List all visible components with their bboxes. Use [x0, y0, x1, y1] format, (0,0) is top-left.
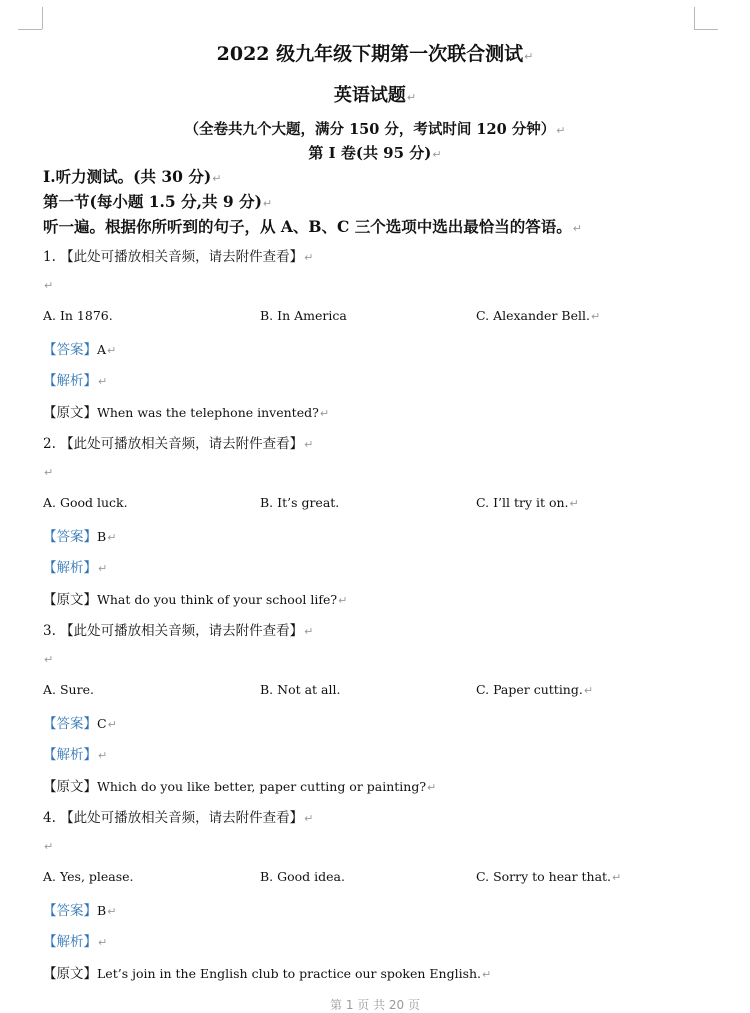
original-label: 【原文】	[43, 592, 97, 608]
question-prompt-text: 2. 【此处可播放相关音频，请去附件查看】	[43, 436, 304, 452]
option-b-text: B. Good idea.	[260, 869, 345, 884]
option-a	[43, 869, 134, 884]
section-heading	[43, 165, 221, 187]
question-prompt-text: 3. 【此处可播放相关音频，请去附件查看】	[43, 623, 304, 639]
question-prompt	[43, 432, 313, 452]
paragraph-mark-icon: ↵	[524, 50, 534, 63]
answer-value: C	[97, 716, 107, 731]
subject-title-text: 英语试题	[333, 85, 406, 106]
section-subheading-text: 第一节(每小题 1.5 分,共 9 分)	[43, 192, 262, 211]
part-title	[0, 142, 750, 163]
empty-paragraph	[43, 839, 53, 853]
paragraph-mark-icon: ↵	[406, 91, 417, 104]
option-b-text: B. It’s great.	[260, 495, 340, 510]
paragraph-mark-icon: ↵	[556, 124, 566, 137]
paragraph-mark-icon: ↵	[107, 531, 117, 544]
option-c	[476, 308, 600, 323]
paragraph-mark-icon: ↵	[304, 251, 314, 264]
original-label: 【原文】	[43, 405, 97, 421]
paragraph-mark-icon: ↵	[107, 905, 117, 918]
analysis-line	[43, 369, 107, 389]
option-a-text: A. Yes, please.	[43, 869, 134, 884]
question-prompt	[43, 619, 313, 639]
answer-label: 【答案】	[43, 903, 97, 919]
option-c-text: C. Sorry to hear that.	[476, 869, 612, 884]
original-text: What do you think of your school life?	[97, 592, 338, 607]
empty-paragraph	[43, 278, 53, 292]
paragraph-mark-icon: ↵	[107, 344, 117, 357]
analysis-line	[43, 930, 107, 950]
analysis-label: 【解析】	[43, 560, 97, 576]
paragraph-mark-icon: ↵	[304, 438, 314, 451]
crop-mark-top-right-h	[694, 29, 718, 30]
option-a-text: A. In 1876.	[43, 308, 113, 323]
option-a-text: A. Sure.	[43, 682, 94, 697]
paragraph-mark-icon: ↵	[612, 871, 622, 884]
paragraph-mark-icon: ↵	[98, 749, 108, 762]
paragraph-mark-icon: ↵	[98, 562, 108, 575]
option-c	[476, 682, 593, 697]
option-a-text: A. Good luck.	[43, 495, 128, 510]
option-b-text: B. Not at all.	[260, 682, 341, 697]
question-prompt-text: 4. 【此处可播放相关音频，请去附件查看】	[43, 810, 304, 826]
answer-value: B	[97, 903, 107, 918]
original-line	[43, 962, 491, 982]
paragraph-mark-icon: ↵	[569, 497, 579, 510]
paragraph-mark-icon: ↵	[304, 625, 314, 638]
analysis-line	[43, 743, 107, 763]
paragraph-mark-icon: ↵	[590, 310, 601, 323]
answer-value: A	[97, 342, 107, 357]
answer-line	[43, 525, 116, 545]
paragraph-mark-icon: ↵	[262, 197, 273, 210]
original-line	[43, 588, 347, 608]
original-line	[43, 775, 436, 795]
option-a	[43, 682, 94, 697]
crop-mark-top-left-v	[42, 7, 43, 29]
question-prompt	[43, 245, 313, 265]
original-text: Let’s join in the English club to practice our spoken English.	[97, 966, 482, 981]
page-footer: 第 1 页 共 20 页	[330, 998, 420, 1012]
part-title-text: 第 I 卷(共 95 分)	[308, 144, 432, 162]
option-c-text: C. I’ll try it on.	[476, 495, 569, 510]
paragraph-mark-icon: ↵	[432, 148, 442, 161]
paragraph-mark-icon: ↵	[304, 812, 314, 825]
answer-line	[43, 899, 116, 919]
option-b	[260, 308, 347, 323]
answer-line	[43, 712, 117, 732]
option-b	[260, 682, 340, 697]
option-c	[476, 495, 579, 510]
option-a	[43, 495, 128, 510]
section-instruction	[43, 215, 582, 237]
paragraph-mark-icon: ↵	[212, 172, 222, 185]
answer-label: 【答案】	[43, 342, 97, 358]
paragraph-mark-icon: ↵	[44, 840, 54, 853]
paragraph-mark-icon: ↵	[98, 936, 108, 949]
answer-line	[43, 338, 116, 358]
original-text: When was the telephone invented?	[97, 405, 319, 420]
crop-mark-top-right-v	[694, 7, 695, 29]
page-title-text: 2022 级九年级下期第一次联合测试	[216, 43, 524, 65]
exam-note-text: （全卷共九个大题，满分 150 分，考试时间 120 分钟）	[184, 121, 556, 138]
empty-paragraph	[43, 465, 53, 479]
subject-title	[0, 81, 750, 107]
answer-label: 【答案】	[43, 529, 97, 545]
section-instruction-text: 听一遍。根据你所听到的句子，从 A、B、C 三个选项中选出最恰当的答语。	[43, 217, 572, 236]
option-b-text: B. In America	[260, 308, 347, 323]
analysis-label: 【解析】	[43, 747, 97, 763]
paragraph-mark-icon: ↵	[338, 594, 348, 607]
analysis-label: 【解析】	[43, 934, 97, 950]
original-line	[43, 401, 329, 421]
exam-note	[0, 118, 750, 139]
crop-mark-top-left-h	[18, 29, 42, 30]
answer-value: B	[97, 529, 107, 544]
option-c-text: C. Paper cutting.	[476, 682, 583, 697]
paragraph-mark-icon: ↵	[44, 279, 54, 292]
paragraph-mark-icon: ↵	[44, 653, 54, 666]
section-heading-text: I.听力测试。(共 30 分)	[43, 167, 212, 186]
section-subheading	[43, 190, 272, 212]
original-text: Which do you like better, paper cutting or painting?	[97, 779, 427, 794]
paragraph-mark-icon: ↵	[319, 407, 330, 420]
paragraph-mark-icon: ↵	[44, 466, 54, 479]
paragraph-mark-icon: ↵	[572, 222, 582, 235]
option-c	[476, 869, 621, 884]
paragraph-mark-icon: ↵	[98, 375, 108, 388]
option-b	[260, 869, 345, 884]
paragraph-mark-icon: ↵	[427, 781, 437, 794]
analysis-label: 【解析】	[43, 373, 97, 389]
paragraph-mark-icon: ↵	[107, 718, 117, 731]
question-prompt	[43, 806, 313, 826]
empty-paragraph	[43, 652, 53, 666]
original-label: 【原文】	[43, 779, 97, 795]
analysis-line	[43, 556, 107, 576]
paragraph-mark-icon: ↵	[583, 684, 594, 697]
option-a	[43, 308, 113, 323]
original-label: 【原文】	[43, 966, 97, 982]
question-prompt-text: 1. 【此处可播放相关音频，请去附件查看】	[43, 249, 304, 265]
option-c-text: C. Alexander Bell.	[476, 308, 590, 323]
option-b	[260, 495, 339, 510]
page-title	[0, 39, 750, 66]
answer-label: 【答案】	[43, 716, 97, 732]
paragraph-mark-icon: ↵	[482, 968, 492, 981]
